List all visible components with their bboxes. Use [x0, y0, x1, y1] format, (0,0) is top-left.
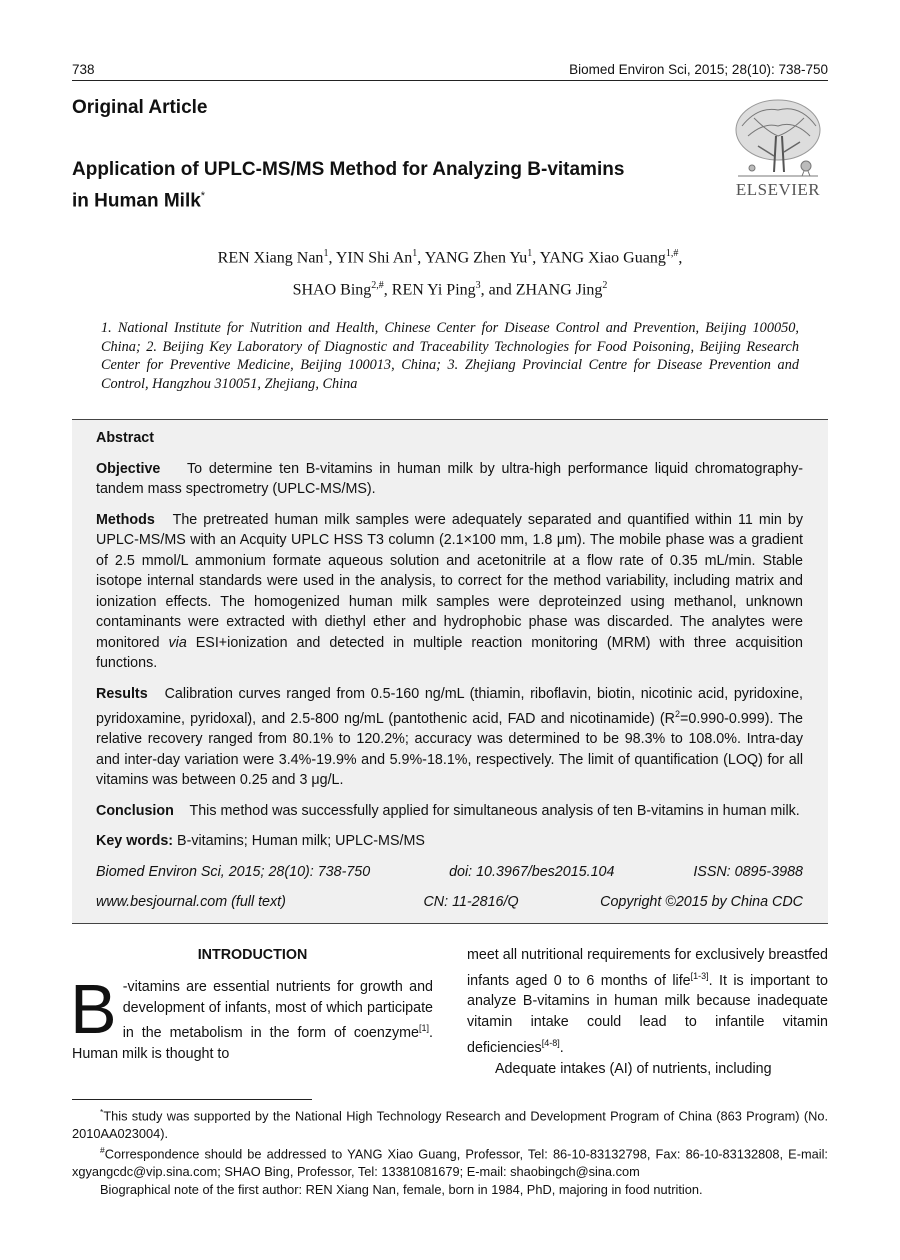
reference-link[interactable]: [4-8] — [541, 1037, 560, 1048]
abstract-methods: Methods The pretreated human milk samples were adequately separated and quantified within 11 min by UPLC-MS/MS with an Acquity UPLC HSS T3 column (2.1×100 mm, 1.8 μm). The mobile phase was a gradient of 2.5 mmol/L ammonium formate aqueous solution and acetonitrile at a flow rate of 0.35 mL/min. Stable isotope internal standards were used in the analysis, to correct for the method variability, including matrix and ionization effects. The homogenized human milk samples were deproteinzed using methanol, unknown contaminants were extracted with diethyl ether and hydrophobic phase was discarded. The analytes were monitored via ESI+ionization and detected in multiple reaction monitoring (MRM) with three acquisition functions. — [96, 511, 803, 671]
journal-url[interactable]: www.besjournal.com (full text) — [96, 894, 286, 911]
article-title — [72, 157, 632, 214]
author: SHAO Bing — [292, 281, 372, 299]
copyright: Copyright ©2015 by China CDC — [600, 894, 803, 911]
publication-row — [96, 892, 803, 913]
footnote-rule — [72, 1099, 312, 1100]
footnotes — [72, 1104, 828, 1198]
drop-cap: B — [70, 969, 117, 1048]
abstract-conclusion: Conclusion This method was successfully applied for simultaneous analysis of ten B-vitamins in human milk. — [96, 802, 800, 819]
abstract-heading: Abstract — [96, 430, 154, 446]
intro-paragraph-continued: meet all nutritional requirements for exclusively breastfed infants aged 0 to 6 months of life[1-3]. It is important to analyze B-vitamins in human milk because inadequate vitamin intake could lead to infantile vitamin deficiencies[4-8]. — [467, 947, 828, 1056]
citation: Biomed Environ Sci, 2015; 28(10): 738-750 — [96, 863, 371, 880]
author: REN Yi Ping — [391, 281, 476, 299]
article-type: Original Article — [72, 97, 208, 118]
footnote-biography: Biographical note of the first author: REN Xiang Nan, female, born in 1984, PhD, majoring in food nutrition. — [100, 1181, 703, 1197]
abstract-box — [72, 419, 828, 924]
reference-link[interactable]: [1] — [419, 1023, 430, 1034]
footnote-funding: *This study was supported by the National High Technology Research and Development Program of China (863 Program) (No. 2010AA023004). — [72, 1107, 828, 1141]
cn-number: CN: 11-2816/Q — [423, 894, 519, 911]
abstract-objective: Objective To determine ten B-vitamins in human milk by ultra-high performance liquid chromatography-tandem mass spectrometry (UPLC-MS/MS). — [96, 460, 803, 497]
author: YANG Xiao Guang — [539, 249, 666, 267]
abstract-keywords: Key words: B-vitamins; Human milk; UPLC-MS/MS — [96, 833, 425, 850]
reference-link[interactable]: [1-3] — [690, 970, 709, 981]
logo-wordmark: ELSEVIER — [735, 180, 821, 199]
citation-row — [96, 862, 803, 883]
body-column-left — [72, 945, 433, 1065]
issn: ISSN: 0895-3988 — [693, 863, 803, 880]
elsevier-logo — [728, 96, 828, 202]
author: REN Xiang Nan — [217, 249, 324, 267]
intro-paragraph: B -vitamins are essential nutrients for growth and development of infants, most of which participate in the metabolism in the form of coenzyme[1]. Human milk is thought to — [70, 969, 433, 1062]
journal-citation: Biomed Environ Sci, 2015; 28(10): 738-750 — [569, 62, 828, 77]
title-footnote-marker: * — [200, 190, 206, 202]
section-heading-introduction: INTRODUCTION — [197, 947, 308, 963]
page-number: 738 — [72, 62, 95, 77]
affiliations: 1. National Institute for Nutrition and Health, Chinese Center for Disease Control and Prevention, Beijing 100050, China; 2. Beijing Key Laboratory of Diagnostic and Traceability Technologies for Food Poisoning, Beijing Research Center for Preventive Medicine, Beijing 100013, China; 3. Zhejiang Provincial Centre for Disease Prevention and Control, Hangzhou 310051, Zhejiang, China — [101, 320, 799, 392]
doi: doi: 10.3967/bes2015.104 — [449, 863, 615, 880]
author: ZHANG Jing — [515, 281, 603, 299]
tree-icon — [728, 96, 828, 182]
body-paragraph: Adequate intakes (AI) of nutrients, including — [495, 1060, 772, 1077]
author: YANG Zhen Yu — [424, 249, 528, 267]
body-column-right — [467, 945, 828, 1079]
author-list: REN Xiang Nan$^1$, YIN Shi An$^1$, YANG Zhen Yu$^1$, YANG Xiao Guang$^{1,\#}$, SHAO Bing$^{2,\#}$, REN Yi Ping$^3$, and ZHANG Jing$^2$ — [217, 248, 683, 299]
title-text: Application of UPLC-MS/MS Method for Analyzing B-vitamins in Human Milk — [72, 159, 625, 212]
author: YIN Shi An — [335, 249, 413, 267]
abstract-results: Results Calibration curves ranged from 0.5-160 ng/mL (thiamin, riboflavin, biotin, nicotinic acid, pyridoxine, pyridoxamine, pyridoxal), and 2.5-800 ng/mL (pantothenic acid, FAD and nicotinamide) $(R^2=0.990-0.999)$. The relative recovery ranged from 80.1% to 120.2%; accuracy was determined to be 98.3% to 108.0%. Intra-day and inter-day variation were 3.4%-19.9% and 5.9%-18.1%, respectively. The limit of quantification (LOQ) for all vitamins was between 0.25 and 3 μg/L. — [96, 685, 803, 789]
running-header — [72, 62, 828, 81]
footnote-correspondence: #Correspondence should be addressed to YANG Xiao Guang, Professor, Tel: 86-10-83132798, Fax: 86-10-83132808, E-mail: xgyangcdc@vip.sina.com; SHAO Bing, Professor, Tel: 13381081679; E-mail: shaobingch@sina.com — [72, 1145, 828, 1180]
